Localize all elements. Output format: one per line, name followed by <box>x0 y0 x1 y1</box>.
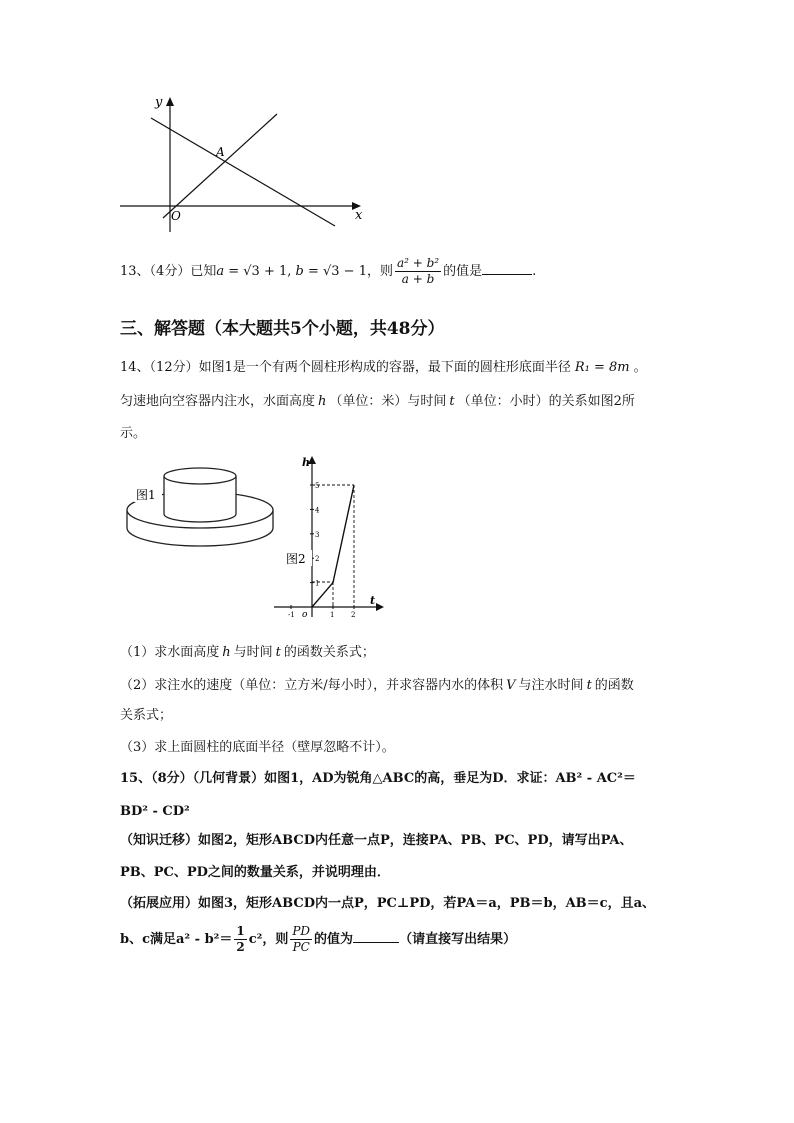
q15-line6 <box>120 923 516 957</box>
q14-line2-c: （单位：小时）的关系如图2所 <box>457 394 635 409</box>
q14-var-h: h <box>318 394 327 409</box>
fig2-y-tick-label: 5 <box>315 482 320 490</box>
point-a-label: A <box>216 145 225 159</box>
q14-line1-text: 14、（12分）如图1是一个有两个圆柱形构成的容器，最下面的圆柱形底面半径 <box>120 360 571 375</box>
q15-ratio-numerator: PD <box>292 924 311 938</box>
q13-var-b: b <box>295 264 304 279</box>
q15-line6-d: （请直接写出结果） <box>399 932 517 947</box>
q15-line4: PB、PC、PD之间的数量关系，并说明理由． <box>120 865 390 880</box>
q14-sub2-var-t: t <box>586 678 592 693</box>
q14-sub1-a: （1）求水面高度 <box>120 645 220 660</box>
q13-answer-blank <box>482 274 532 275</box>
q14-sub2 <box>120 676 634 696</box>
q13-fraction-denominator: a + b <box>401 272 435 286</box>
question-13 <box>120 256 536 288</box>
q14-sub1-var-h: h <box>222 645 231 660</box>
q14-line3: 示。 <box>120 426 147 441</box>
q14-sub1-b: 与时间 <box>233 645 273 660</box>
y-axis-label: y <box>155 95 163 110</box>
upper-cylinder-top <box>164 468 236 484</box>
q14-line2-a: 匀速地向空容器内注水，水面高度 <box>120 394 316 409</box>
q14-sub2-b: 与注水时间 <box>518 678 584 693</box>
q14-sub2-a: （2）求注水的速度（单位：立方米/每小时），并求容器内水的体积 <box>120 678 504 693</box>
q15-line6-c: 的值为 <box>314 932 354 947</box>
q15-ratio-denominator: PC <box>292 940 310 954</box>
q15-half-denominator: 2 <box>236 940 245 954</box>
figure-1-container <box>124 462 276 564</box>
figure-2-graph <box>272 452 388 622</box>
q14-var-t: t <box>449 394 455 409</box>
q14-line1-end: 。 <box>633 360 647 375</box>
q13-prefix: 13、（4分）已知 <box>120 264 217 279</box>
q14-sub3: （3）求上面圆柱的底面半径（壁厚忽略不计）。 <box>120 740 395 755</box>
q15-line3: （知识迁移）如图2，矩形ABCD内任意一点P，连接PA、PB、PC、PD，请写出PA、 <box>120 833 633 848</box>
q14-sub1-var-t: t <box>275 645 281 660</box>
figure-1-label: 图1 <box>136 488 156 502</box>
fig2-y-tick-label: 3 <box>315 530 320 539</box>
fig2-x-tick-label: -1 <box>288 611 295 619</box>
q14-line1 <box>120 358 647 378</box>
q13-eq2: = √3 − 1，则 <box>303 264 393 279</box>
q14-radius-formula: R₁ = 8m <box>574 360 630 375</box>
q15-line5: （拓展应用）如图3，矩形ABCD内一点P，PC⊥PD，若PA＝a，PB＝b，AB＝c，且a、 <box>120 896 656 911</box>
x-axis-label: x <box>355 208 363 223</box>
q14-line2 <box>120 392 635 412</box>
line-increasing <box>163 114 277 218</box>
q14-sub2-c: 的函数 <box>594 678 634 693</box>
fig2-x-tick-label: 2 <box>351 611 356 619</box>
q15-line1: 15、（8分）（几何背景）如图1，AD为锐角△ABC的高，垂足为D．求证：AB² - AC²＝ <box>120 771 636 786</box>
fig2-h-label: h <box>302 456 310 469</box>
q14-line2-b: （单位：米）与时间 <box>329 394 447 409</box>
fig2-origin-label: o <box>302 610 308 620</box>
coordinate-graph <box>115 92 375 240</box>
q13-eq1: = √3 + 1, <box>224 264 296 279</box>
fig2-y-tick-label: 2 <box>315 555 320 564</box>
fig2-y-tick-label: 4 <box>315 506 320 515</box>
q15-half-numerator: 1 <box>236 924 245 938</box>
q13-end: . <box>532 264 537 279</box>
q14-sub2-var-v: V <box>506 678 516 693</box>
fig2-t-label: t <box>370 594 376 607</box>
q13-suffix: 的值是 <box>443 264 483 279</box>
fig2-y-tick-label: 1 <box>315 579 320 588</box>
q13-var-a: a <box>216 264 225 279</box>
q14-sub1-c: 的函数关系式； <box>283 645 375 660</box>
q14-sub1 <box>120 643 375 663</box>
q15-line6-a: b、c满足a² - b²＝ <box>120 932 233 947</box>
fig2-x-tick-label: 1 <box>330 611 335 619</box>
figure-2-label: 图2 <box>286 552 306 566</box>
origin-label: O <box>171 209 181 223</box>
q13-fraction <box>395 256 441 287</box>
y-axis-arrow <box>166 97 174 106</box>
q14-sub2-line2: 关系式； <box>120 708 173 723</box>
q15-line2: BD² - CD² <box>120 804 190 819</box>
fig2-t-axis-arrow <box>376 603 384 611</box>
q15-ratio-fraction <box>290 924 312 955</box>
q15-line6-b: c²，则 <box>248 932 289 947</box>
section-heading: 三、解答题（本大题共5个小题，共48分） <box>120 319 445 339</box>
q15-answer-blank <box>353 942 399 943</box>
q13-fraction-numerator: a² + b² <box>396 256 440 270</box>
q15-half-fraction <box>234 924 246 955</box>
